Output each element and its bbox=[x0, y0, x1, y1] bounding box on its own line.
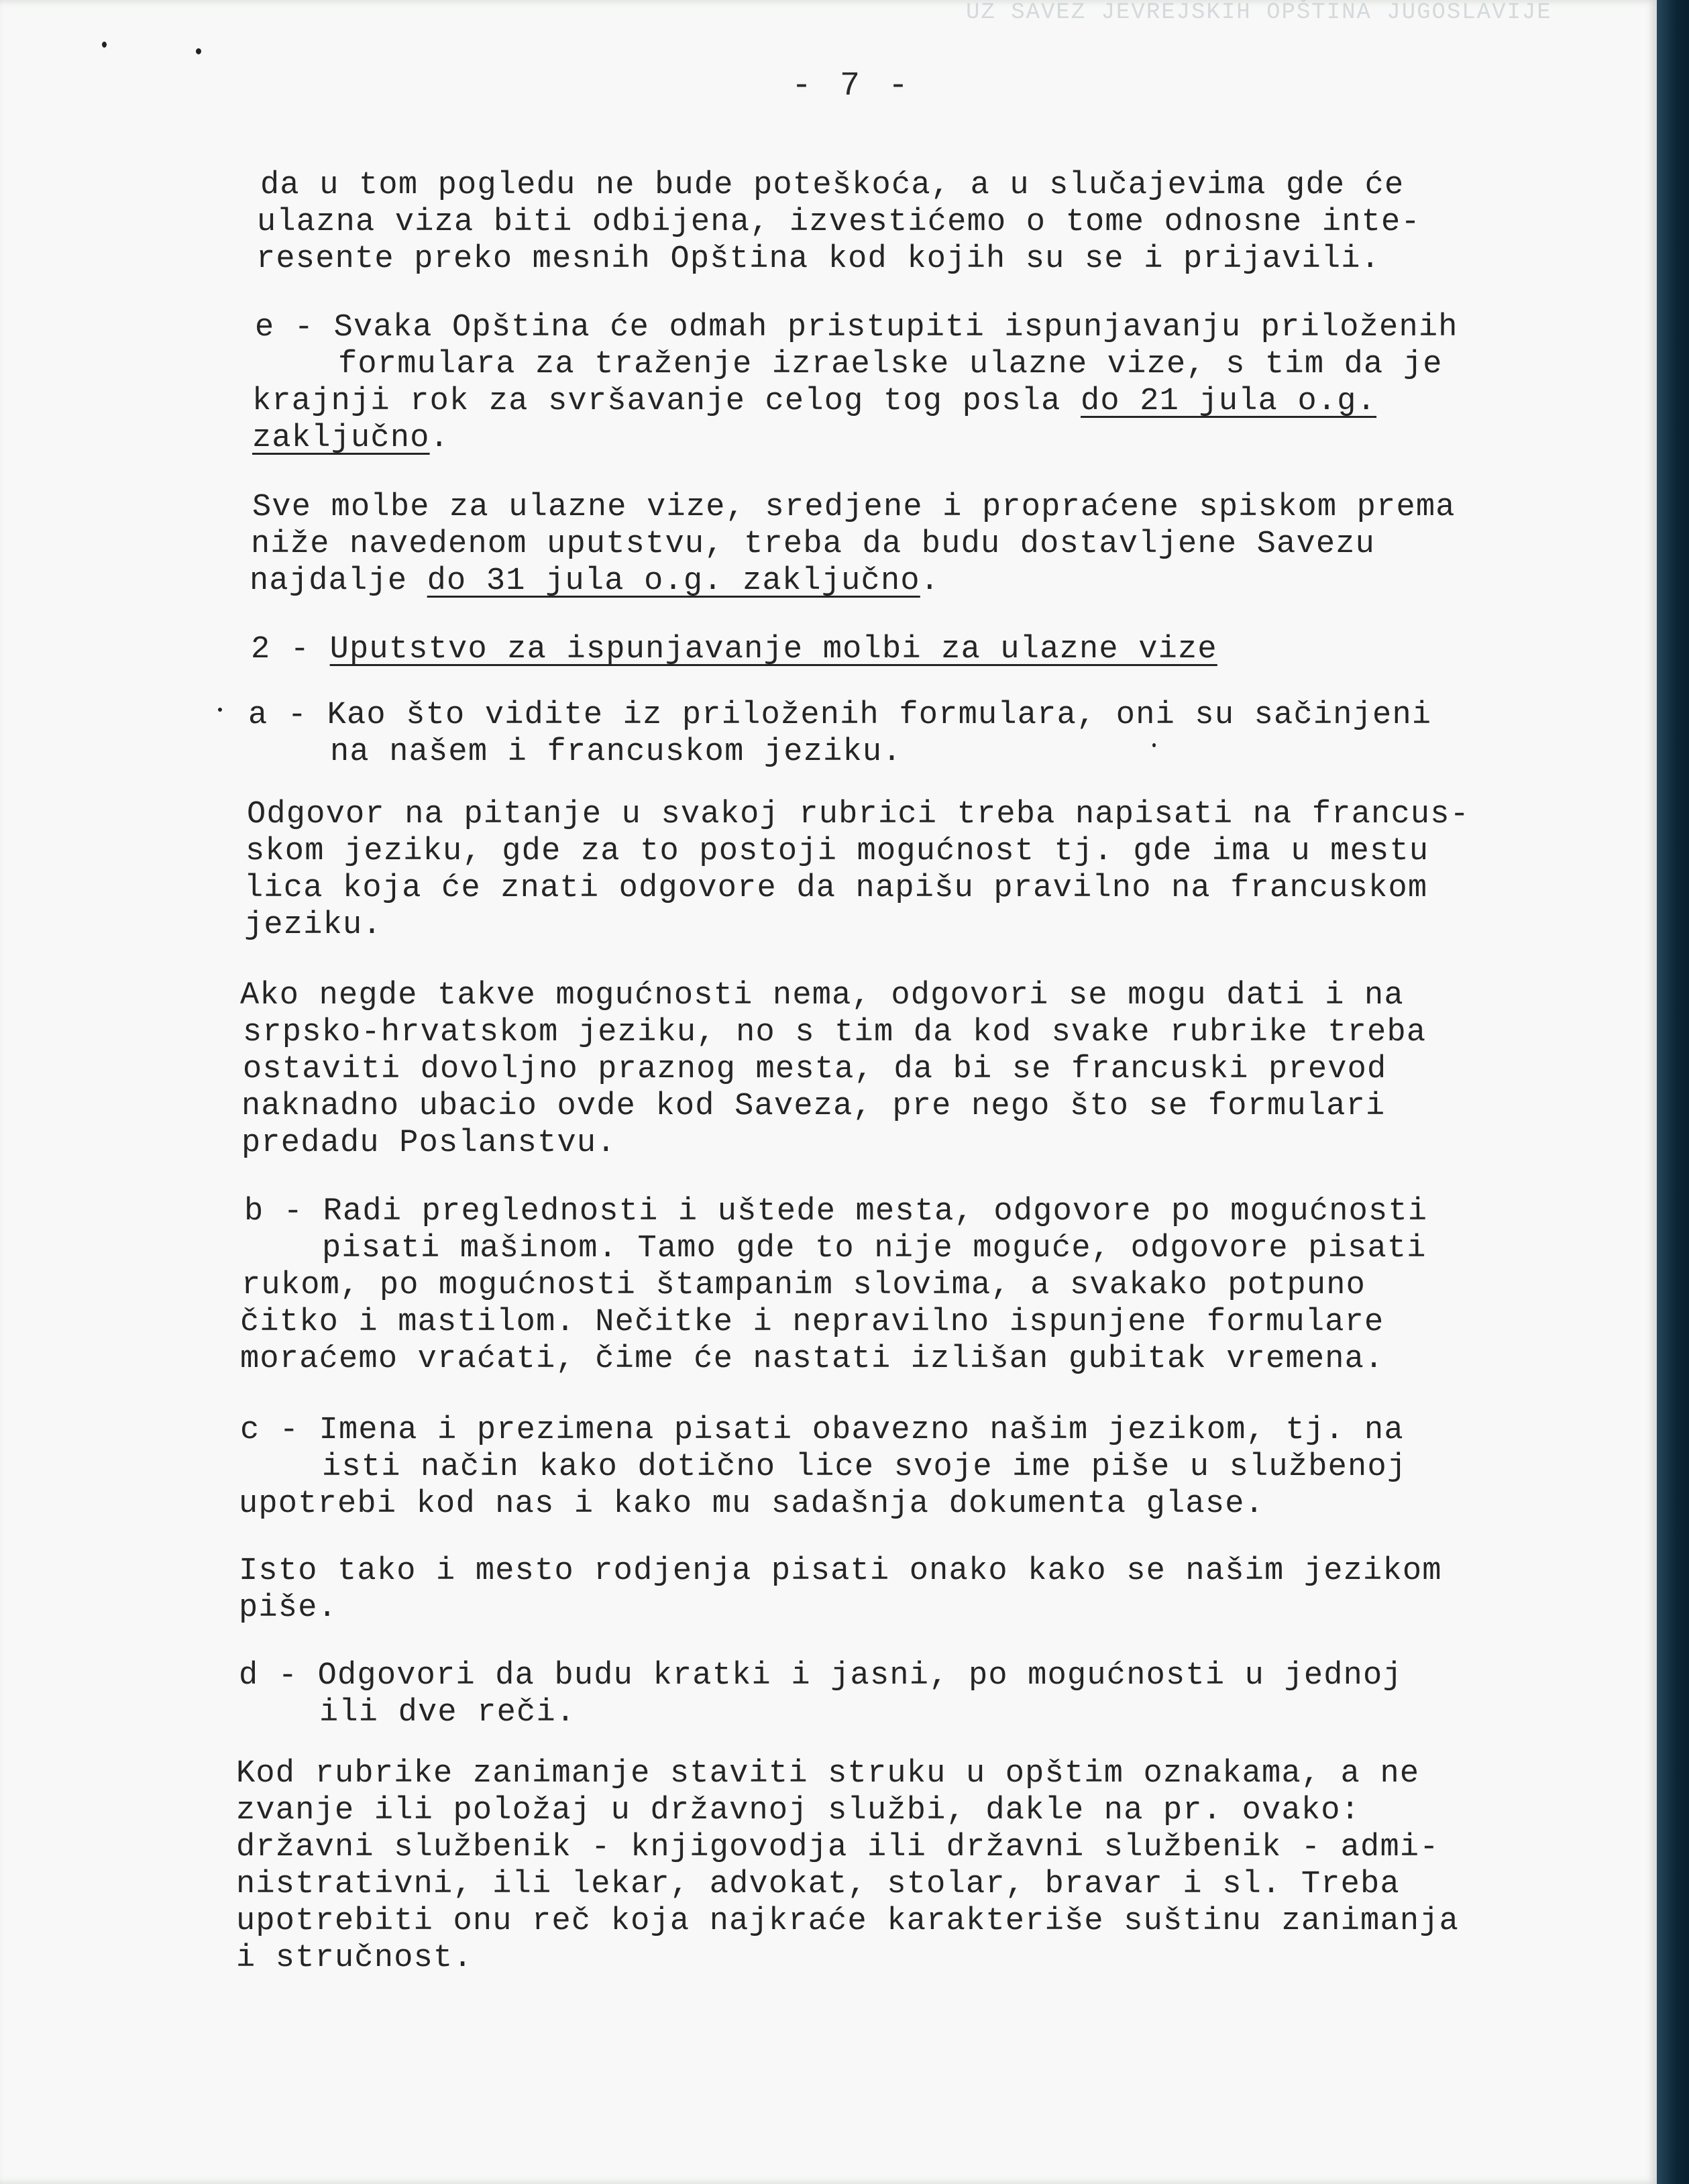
text-line: b - Radi preglednosti i uštede mesta, odgovore po mogućnosti bbox=[244, 1194, 1428, 1230]
text-line: rukom, po mogućnosti štampanim slovima, a svakako potpuno bbox=[241, 1268, 1366, 1303]
ink-speck bbox=[218, 708, 222, 712]
text-line: na našem i francuskom jeziku. bbox=[330, 734, 902, 770]
heading-title: Uputstvo za ispunjavanje molbi za ulazne vize bbox=[329, 632, 1217, 667]
text-line: ili dve reči. bbox=[319, 1695, 576, 1731]
text-line bbox=[252, 421, 449, 456]
ink-speck bbox=[102, 42, 107, 48]
text-line: niže navedenom uputstvu, treba da budu dostavljene Savezu bbox=[251, 527, 1376, 562]
text-line: da u tom pogledu ne bude poteškoća, a u slučajevima gde će bbox=[260, 168, 1405, 203]
text-line: Isto tako i mesto rodjenja pisati onako kako se našim jezikom bbox=[239, 1553, 1442, 1589]
text-line: Kod rubrike zanimanje staviti struku u opštim oznakama, a ne bbox=[236, 1756, 1420, 1792]
text-segment: najdalje bbox=[250, 563, 427, 599]
text-line: Ako negde takve mogućnosti nema, odgovori se mogu dati i na bbox=[240, 978, 1404, 1014]
text-line: nistrativni, ili lekar, advokat, stolar, bravar i sl. Treba bbox=[236, 1867, 1400, 1902]
text-line bbox=[252, 384, 1376, 419]
text-line: resente preko mesnih Opština kod kojih su se i prijavili. bbox=[256, 241, 1381, 277]
text-line: čitko i mastilom. Nečitke i nepravilno ispunjene formulare bbox=[240, 1305, 1384, 1340]
text-line: zvanje ili položaj u državnoj službi, dakle na pr. ovako: bbox=[236, 1793, 1361, 1828]
text-line: pisati mašinom. Tamo gde to nije moguće, odgovore pisati bbox=[322, 1231, 1427, 1266]
text-segment: . bbox=[920, 563, 940, 599]
text-segment: krajnji rok za svršavanje celog tog posla bbox=[252, 384, 1081, 419]
faint-header-bleedthrough: UZ SAVEZ JEVREJSKIH OPŠTINA JUGOSLAVIJE bbox=[966, 0, 1552, 25]
ink-speck bbox=[196, 48, 201, 54]
text-line bbox=[251, 632, 1217, 667]
text-line: e - Svaka Opština će odmah pristupiti ispunjavanju priloženih bbox=[255, 310, 1458, 345]
text-line: ostaviti dovoljno praznog mesta, da bi se francuski prevod bbox=[243, 1052, 1387, 1087]
text-line: formulara za traženje izraelske ulazne vize, s tim da je bbox=[338, 347, 1443, 382]
text-line: naknadno ubacio ovde kod Saveza, pre nego što se formulari bbox=[241, 1089, 1386, 1124]
text-line: Odgovor na pitanje u svakoj rubrici treba napisati na francus- bbox=[247, 797, 1470, 832]
text-line: upotrebi kod nas i kako mu sadašnja dokumenta glase. bbox=[239, 1486, 1265, 1522]
page-number: - 7 - bbox=[792, 67, 913, 105]
text-line: piše. bbox=[239, 1590, 338, 1626]
underlined-deadline: do 31 jula o.g. zaključno bbox=[427, 563, 920, 599]
heading-number: 2 - bbox=[251, 632, 330, 667]
text-line: ulazna viza biti odbijena, izvestićemo o tome odnosne inte- bbox=[257, 205, 1421, 240]
text-line: c - Imena i prezimena pisati obavezno našim jezikom, tj. na bbox=[240, 1413, 1404, 1448]
text-line: isti način kako dotično lice svoje ime piše u službenoj bbox=[322, 1450, 1407, 1485]
text-line: upotrebiti onu reč koja najkraće karakteriše suštinu zanimanja bbox=[236, 1904, 1460, 1939]
text-line: skom jeziku, gde za to postoji mogućnost tj. gde ima u mestu bbox=[246, 834, 1429, 869]
ink-speck bbox=[1152, 743, 1156, 747]
underlined-deadline: do 21 jula o.g. bbox=[1081, 384, 1377, 419]
text-line: predadu Poslanstvu. bbox=[241, 1126, 616, 1161]
text-line: jeziku. bbox=[244, 908, 382, 943]
text-segment: . bbox=[429, 421, 450, 456]
text-line: moraćemo vraćati, čime će nastati izlišan gubitak vremena. bbox=[240, 1342, 1384, 1377]
text-line: lica koja će znati odgovore da napišu pravilno na francuskom bbox=[244, 871, 1428, 906]
text-line bbox=[250, 563, 940, 599]
text-line: državni službenik - knjigovodja ili državni službenik - admi- bbox=[236, 1830, 1439, 1865]
underlined-text: zaključno bbox=[252, 421, 430, 456]
text-line: srpsko-hrvatskom jeziku, no s tim da kod svake rubrike treba bbox=[243, 1015, 1427, 1050]
scan-edge-background bbox=[1657, 0, 1689, 2184]
text-line: Sve molbe za ulazne vize, sredjene i propraćene spiskom prema bbox=[252, 490, 1456, 525]
text-line: i stručnost. bbox=[236, 1941, 473, 1976]
text-line: a - Kao što vidite iz priloženih formulara, oni su sačinjeni bbox=[248, 698, 1432, 733]
text-line: d - Odgovori da budu kratki i jasni, po mogućnosti u jednoj bbox=[239, 1658, 1403, 1694]
